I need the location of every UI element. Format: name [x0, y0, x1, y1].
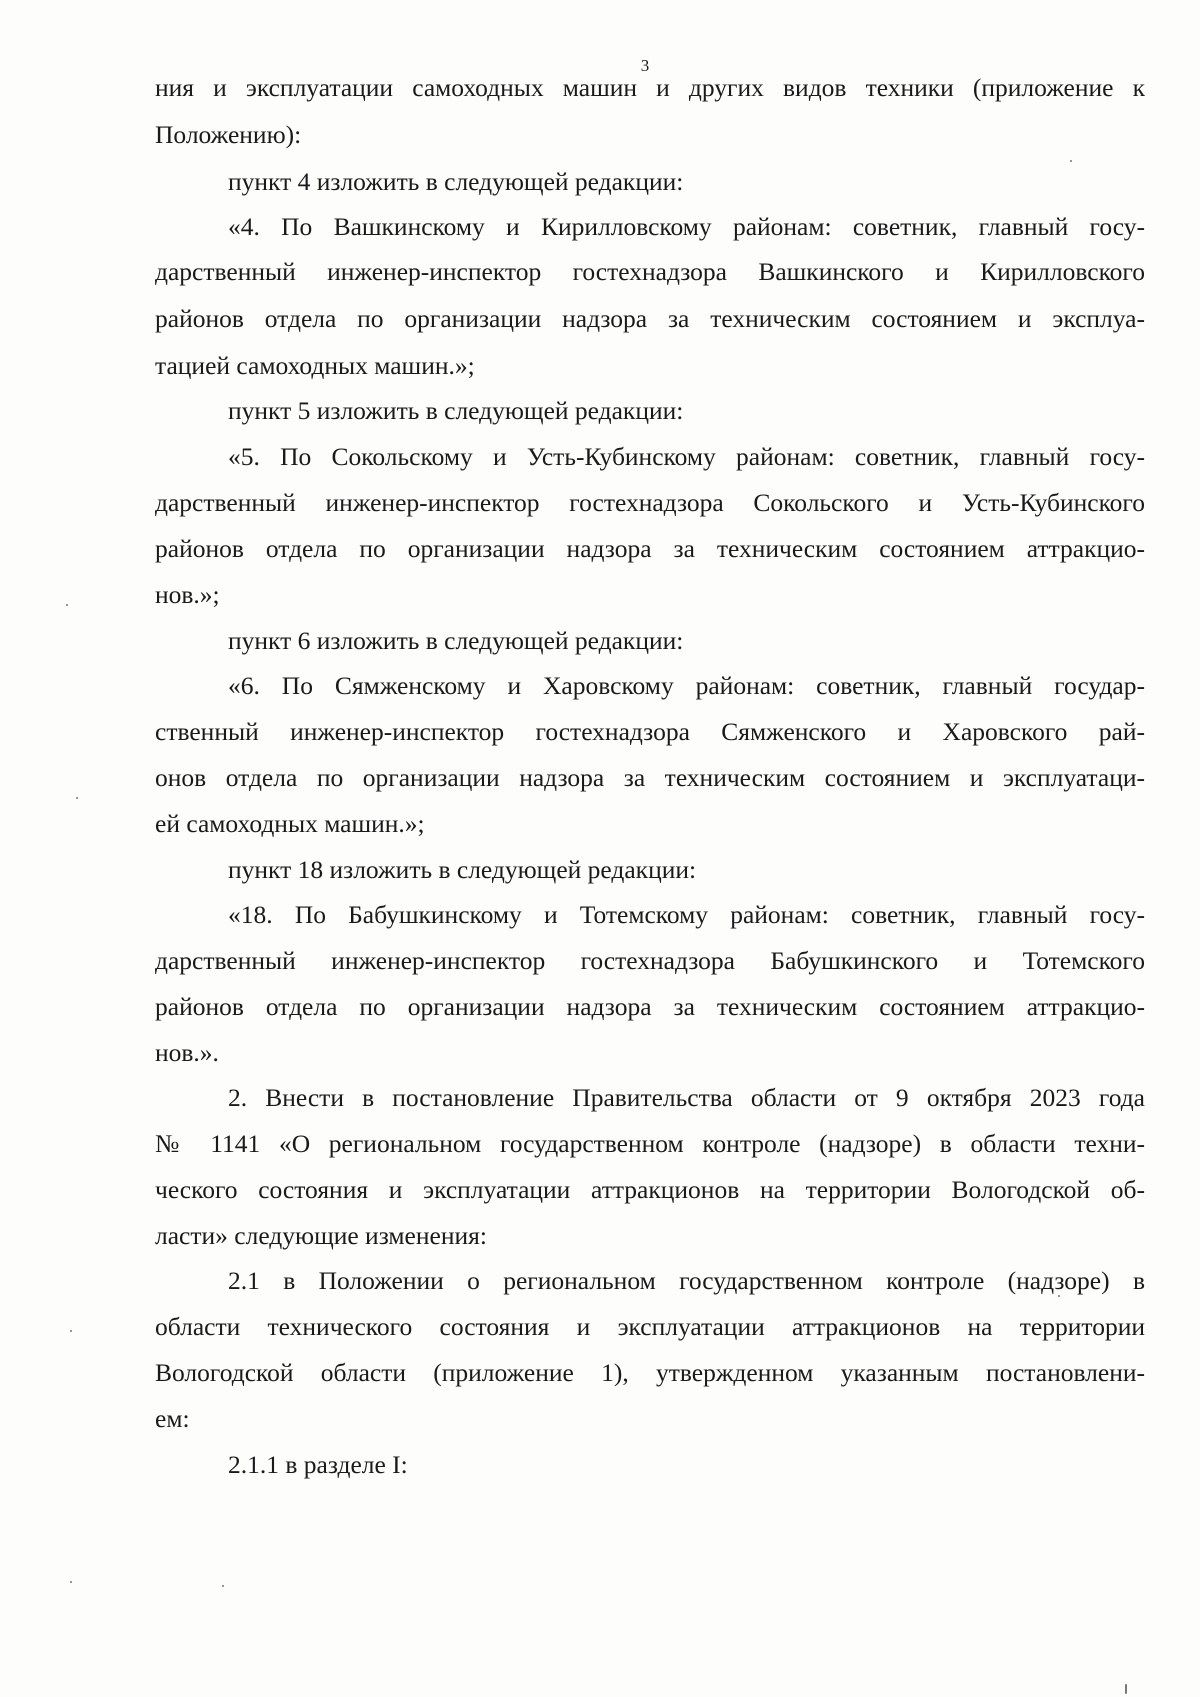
- scan-speck: [66, 604, 68, 606]
- text-line: тацией самоходных машин.»;: [155, 351, 475, 380]
- text-line: № 1141 «О региональном государственном контроле (надзоре) в области техни-: [155, 1129, 1145, 1158]
- text-line: ственный инженер-инспектор гостехнадзора Сямженского и Харовского рай-: [155, 717, 1145, 746]
- text-line: Положению):: [155, 120, 302, 149]
- scan-speck: [76, 797, 78, 799]
- text-line: 2.1 в Положении о региональном государственном контроле (надзоре) в: [228, 1266, 1145, 1295]
- text-line: районов отдела по организации надзора за техническим состоянием аттракцио-: [155, 534, 1145, 563]
- text-line: Вологодской области (приложение 1), утвержденном указанным постановлени-: [155, 1358, 1145, 1387]
- text-line: пункт 18 изложить в следующей редакции:: [228, 855, 697, 884]
- text-line: области технического состояния и эксплуатации аттракционов на территории: [155, 1312, 1145, 1341]
- text-line: 2. Внести в постановление Правительства области от 9 октября 2023 года: [228, 1083, 1145, 1112]
- text-line: нов.»;: [155, 580, 220, 609]
- page-number: 3: [640, 56, 650, 75]
- text-line: районов отдела по организации надзора за техническим состоянием и эксплуа-: [155, 304, 1145, 333]
- text-line: «4. По Вашкинскому и Кирилловскому районам: советник, главный госу-: [228, 212, 1145, 241]
- scan-speck: [222, 1585, 224, 1587]
- text-line: ния и эксплуатации самоходных машин и других видов техники (приложение к: [155, 73, 1145, 102]
- text-line: 2.1.1 в разделе I:: [228, 1450, 408, 1479]
- text-line: «18. По Бабушкинскому и Тотемскому районам: советник, главный госу-: [228, 900, 1145, 929]
- text-line: ем:: [155, 1404, 190, 1433]
- scan-speck: [70, 1581, 72, 1583]
- text-line: «6. По Сямженскому и Харовскому районам: советник, главный государ-: [228, 671, 1145, 700]
- text-line: «5. По Сокольскому и Усть-Кубинскому районам: советник, главный госу-: [228, 442, 1145, 471]
- text-line: пункт 6 изложить в следующей редакции:: [228, 626, 684, 655]
- text-line: пункт 5 изложить в следующей редакции:: [228, 396, 684, 425]
- text-line: ческого состояния и эксплуатации аттракционов на территории Вологодской об-: [155, 1175, 1145, 1204]
- scan-speck: [1125, 1684, 1127, 1694]
- text-line: онов отдела по организации надзора за техническим состоянием и эксплуатаци-: [155, 763, 1145, 792]
- text-line: пункт 4 изложить в следующей редакции:: [228, 167, 684, 196]
- scan-speck: [1070, 160, 1072, 162]
- text-line: районов отдела по организации надзора за техническим состоянием аттракцио-: [155, 992, 1145, 1021]
- text-line: ласти» следующие изменения:: [155, 1221, 487, 1250]
- text-line: нов.».: [155, 1038, 219, 1067]
- scan-speck: [70, 1330, 72, 1332]
- text-line: дарственный инженер-инспектор гостехнадзора Бабушкинского и Тотемского: [155, 946, 1145, 975]
- text-line: дарственный инженер-инспектор гостехнадзора Сокольского и Усть-Кубинского: [155, 488, 1145, 517]
- text-line: дарственный инженер-инспектор гостехнадзора Вашкинского и Кирилловского: [155, 257, 1145, 286]
- text-line: ей самоходных машин.»;: [155, 809, 425, 838]
- scan-speck: [1058, 1295, 1060, 1297]
